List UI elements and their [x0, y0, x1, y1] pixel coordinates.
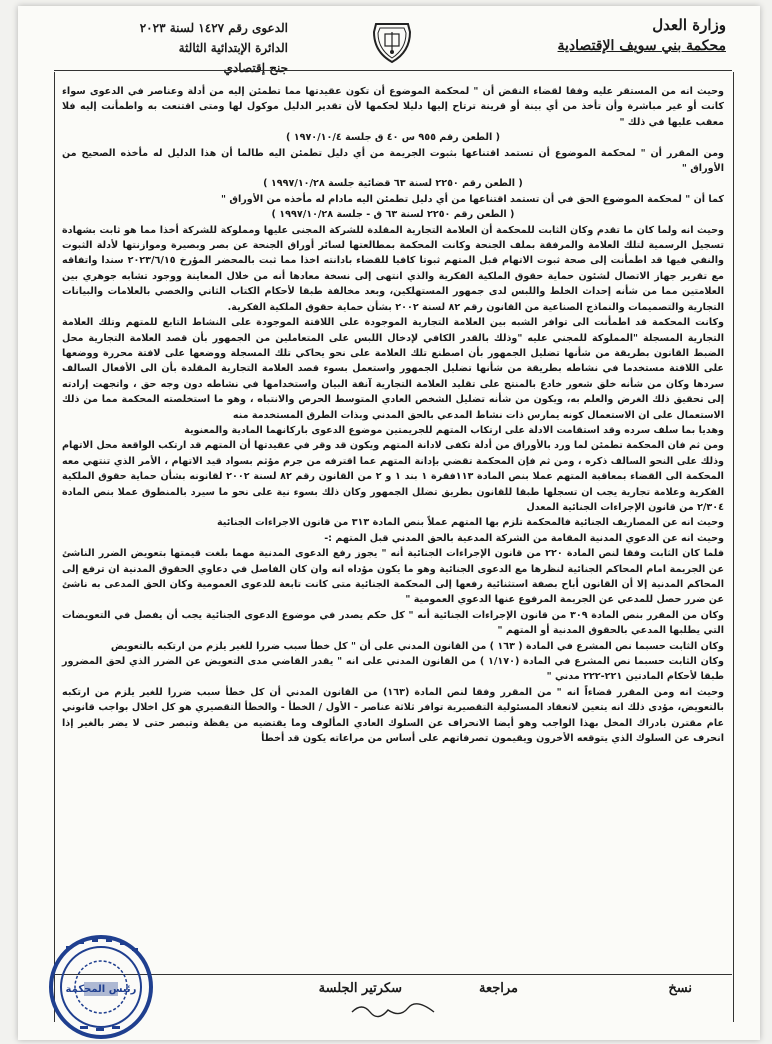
header-rule — [54, 70, 732, 71]
header-right — [496, 16, 726, 54]
seal-label: رئيس المحكمة — [65, 984, 137, 995]
document-page — [18, 6, 760, 1040]
paragraph: وكان الثابت حسبما نص المشرع في المادة (١/١٧٠ ) من القانون المدني على انه " يقدر القاضي مدى التعويض عن الضرر الذي لحق المضرور طبقا لأحكام المادتين ٢٢١-٢٢٢ مدني " — [62, 656, 724, 683]
signature-scribble — [348, 998, 438, 1022]
paragraph: فلما كان الثابت وفقا لنص المادة ٢٢٠ من قانون الإجراءات الجنائية أنه " يجوز رفع الدعوى المدنية مهما بلغت قيمتها بتعويض الضرر الناشئ عن الجريمة امام المحاكم الجنائية لنظرها مع الدعوى الجنائية وهو ما يكون مؤداه انه وان كان الفاصل في دعاوي الحقوق المدنية ان ترفع إلى المحاكم المدنية إلا أن القانون أباح بصفة استثنائية رفعها إلى المحكمة الجنائية متى كانت تابعة للدعوى العمومية وكان الحق المدعى به ناشئ عن ضرر حصل للمدعي عن الجريمة المرفوع عنها الدعوي العمومية " — [62, 548, 725, 606]
review-label: مراجعة — [478, 981, 518, 996]
court-name: محكمة بني سويف الإقتصادية — [557, 38, 726, 54]
paragraph: وحيث انه من المستقر عليه وفقا لقضاء النقض أن " لمحكمة الموضوع أن تكون عقيدتها مما تطمئن إليه من أدلة وعناصر في الدعوى سواء كانت أو غير مباشرة وأن تأخذ من أي بينة أو قرينة ترتاح إليها دليلا لحكمها لأن تقدير الدليل موكول لها ومتى اقتنعت به واطمأنت إليه فلا معقب عليها في ذلك " — [62, 86, 724, 128]
paragraph: وحيث انه ولما كان ما تقدم وكان الثابت للمحكمة أن العلامة التجارية المقلدة للشركة المجنى عليها ومملوكة للشركة أخذا مما هو ثابت بشهادة تسجيل الرسمية لتلك العلامة والمرفقة بملف الجنحة وكانت المحكمة بمطالعتها لسائر أوراق الجنحة عن بصر وبصيرة وموازنتها لأدلة الثبوت والنفي فيها قد اطمأنت إلى صحة ثبوت الاتهام قبل المتهم ثبوتا كافيا للقضاء بادانته اخذا مما ثبت بالمحضر المؤرخ ٢٠٢٣/٦/١٥ سندا واتفاقه مع تقرير جهاز الاتصال لشئون حماية حقوق الملكية الفكرية والذي انتهى إلى نسخة معادها أنه من خلال المعاينة ووجود تشابه جوهري بين العلامتين مما من شأنه إحداث الخلط واللبس لدى جمهور المستهلكين، وبعد مخالفة طبقا لأحكام الكتاب الثاني والخصي بالعلامات والبيانات التجارية والتصميمات والنماذج الصناعية من القانون رقم ٨٢ لسنة ٢٠٠٢ بشأن حماية حقوق الملكية الفكرية. — [62, 224, 725, 313]
paragraph: وحيث انه عن المصاريف الجنائية فالمحكمة تلزم بها المتهم عملاً بنص المادة ٣١٣ من قانون الاجراءات الجنائية — [216, 517, 724, 529]
paragraph: وحيث انه ومن المقرر قضاءاً انه " من المقرر وفقا لنص المادة (١٦٣) من القانون المدني أن كل خطأ سبب ضررا للغير يلزم من ارتكبه بالتعويض، مؤدى ذلك انه يتعين لانعقاد المسئولية التقصيرية توافر ثلاثة عناصر - الأول / الخطأ - والخطأ التقصيري هو كل اخلال بواجب قانوني عام مقترن بادراك المخل بهذا الواجب وهو أيضا الانحراف عن السلوك العادي المألوف وما يقتضيه من يقظة وتبصر حتى لا يضر بالغير إذا انحرف عن السلوك الذي يتوقعه الأخرون ويقيمون تصرفاتهم على أساس من مراعاته يكون قد أخطأ — [62, 686, 725, 745]
paragraph: كما أن " لمحكمة الموضوع الحق في أن تستمد اقتناعها من أي دليل تطمئن اليه مادام له مأخذه من الأوراق " — [221, 193, 724, 205]
circuit-name: الدائرة الإبتدائية الثالثة — [178, 41, 288, 55]
paragraph: ومن ثم فان المحكمة تطمئن لما ورد بالأوراق من أدلة تكفى لادانة المتهم ويكون قد وقر في عقيدتها أن المتهم قد ارتكب الواقعة محل الاتهام وذلك على النحو السالف ذكره ، ومن ثم فإن المحكمة تقضي بإدانة المتهم عما اقترفه من جرم مؤثم بسواد قيد الاتهام ، الأمر الذي تنتهي معه المحكمة الى القضاء بمعاقبة المتهم عملا بنص المادة ١١٣فقرة ١ بند ١ و ٢ من القانون رقم ٨٢ لسنة ٢٠٠٢ لقانونه بشأن حماية حقوق الملكية الفكرية وعلامة تجارية يجب ان تسجلها طبقا للقانون بطريق تضلل الجمهور وكان ذلك بسوء نية على نحو ما سيرد بالمنطوق عملا بنص المادة ٢/٣٠٤ من قانون الإجراءات الجنائية المعدل — [61, 440, 724, 513]
paragraph: وكان من المقرر بنص المادة ٣٠٩ من قانون الإجراءات الجنائية أنه " كل حكم يصدر في موضوع الدعوى الجنائية يجب أن يفصل في التعويضات التي يطلبها المدعي بالحقوق المدنية أو المتهم " — [62, 609, 724, 637]
citation-ref: ( الطعن رقم ٢٢٥٠ لسنة ٦٣ قضائية جلسة ١٩٩٧/١٠/٢٨ ) — [263, 178, 523, 190]
judgment-body — [62, 84, 724, 746]
ministry-name: وزارة العدل — [652, 16, 726, 34]
court-seal-icon — [46, 932, 156, 1040]
paragraph: ومن المقرر أن " لمحكمة الموضوع أن تستمد اقتناعها بثبوت الجريمة من أي دليل تطمئن اليه طالما أن هذا الدليل له مأخذه الصحيح من الأوراق " — [62, 147, 724, 175]
secretary-label: سكرتير الجلسة — [318, 981, 402, 996]
citation-ref: ( الطعن رقم ٩٥٥ س ٤٠ ق جلسة ١٩٧٠/١٠/٤ ) — [286, 132, 500, 144]
copy-label: نسخ — [668, 981, 692, 996]
court-emblem-icon — [370, 18, 414, 66]
paragraph: وكانت المحكمة قد اطمأنت الى توافر الشبه بين العلامة التجارية الموجودة على اللافتة الموجودة على النشاط التابع للمتهم وتلك العلامة التجارية المسجلة "المملوكة للمجني عليه "وذلك بالقدر الكافي لإدخال اللبس على المتعاملين من الجمهور بأن قصد العلامة التجارية محل الضبط القانون بطريقة من شأنها تضليل الجمهور بأن اصطنع تلك العلامة على نحو يحاكي تلك المسجلة ووضعها على لافتة محررة ووضعها على اللافتة مستخدما في نشاطه بطريقة من شأنها تضليل الجمهور واستعمل بسوء قصد العلامة التجارية المقلدة بأن الى الأفعال السالف سردها وكان من شأنه خلق شعور خادع بالمنتج على تقليد العلامة التجارية آنفة البيان واستخدامها في نشاطه دون وجه حق ، واتجهت إرادته إلى تحقيق ذلك الغرض والعلم به، ويكون من شأنه تضليل الشخص العادي المتوسط الحرص والانتباه ، وهو ما استخلصته المحكمة مما من ذلك الاستعمال على ان الاستعمال كونه يمارس ذات نشاط المدعي بالحق المدني وبذات الطرق المستخدمة منه — [62, 317, 724, 421]
paragraph: وكان الثابت حسبما نص المشرع في المادة ( ١٦٣ ) من القانون المدني على أن " كل خطأ سبب ضررا للغير يلزم من ارتكبه بالتعويض — [110, 640, 724, 652]
header-left — [48, 18, 288, 78]
case-type: جنح إقتصادي — [223, 61, 288, 75]
citation-ref: ( الطعن رقم ٢٢٥٠ لسنة ٦٣ ق - جلسة ١٩٩٧/١٠/٢٨ ) — [271, 209, 515, 221]
paragraph: وحيث انه عن الدعوي المدنية المقامة من الشركة المدعية بالحق المدني قبل المتهم :- — [324, 532, 724, 544]
paragraph: وهديا بما سلف سرده وقد استقامت الادلة على ارتكاب المتهم للجريمتين موضوع الدعوى باركانهما المادية والمعنوية — [184, 424, 724, 436]
case-number: الدعوى رقم ١٤٢٧ لسنة ٢٠٢٣ — [139, 21, 288, 35]
